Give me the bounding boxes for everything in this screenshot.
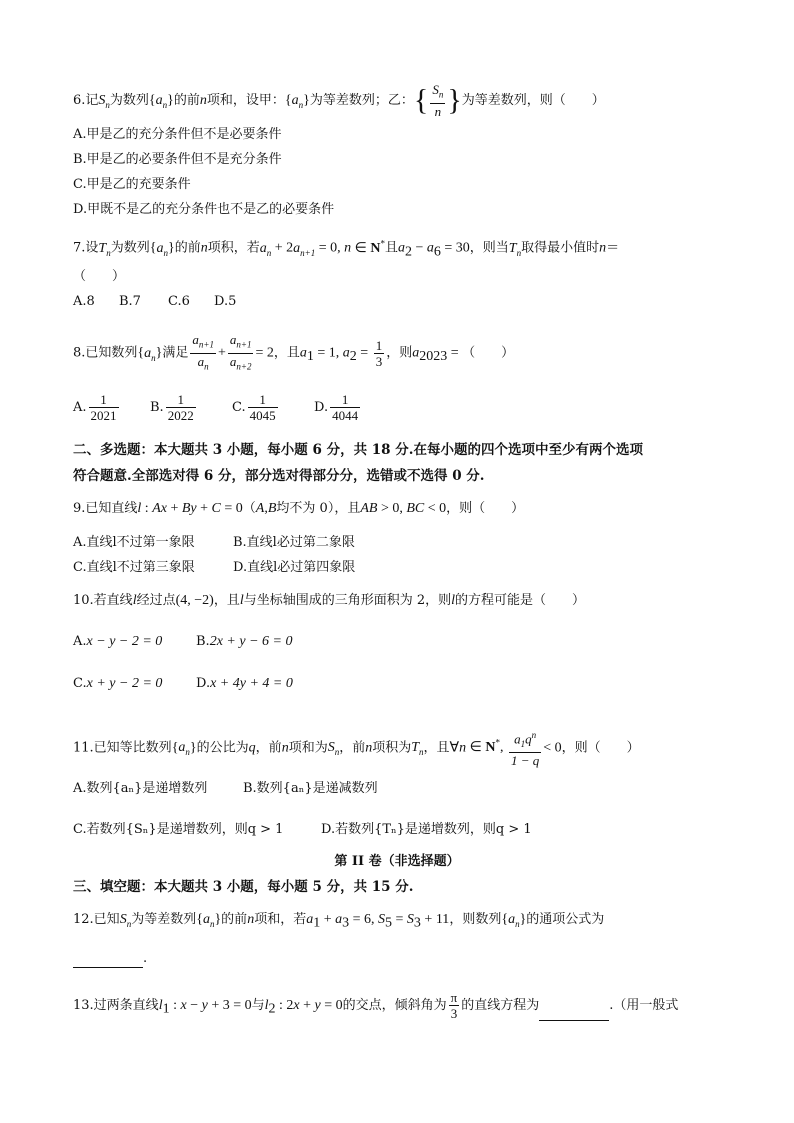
- q6-option-a: A.甲是乙的充分条件但不是必要条件: [73, 127, 282, 142]
- q12-answer-blank[interactable]: [73, 955, 143, 968]
- q12-text-pre: 12.已知: [73, 912, 120, 927]
- q7-answer-paren: （ ）: [73, 269, 126, 284]
- q6-text-b: 的前: [173, 92, 200, 108]
- q7-text-e: ，则当: [469, 240, 509, 256]
- q10-options-row1: [73, 633, 292, 651]
- q12-text-d: ，则数列: [449, 912, 502, 927]
- q13-text-a: 与: [251, 998, 265, 1013]
- q7-text-a: 为数列: [110, 240, 150, 256]
- q8-option-d: D. $\frac{1}{4044}$: [314, 392, 359, 423]
- q9-options-row1: [73, 534, 355, 552]
- q11-text-g: ，则（ ）: [561, 740, 640, 756]
- question-10: 10.若直线l经过点(4, −2)，且l与坐标轴围成的三角形面积为 2，则l的方程可能是（ ）: [73, 593, 586, 608]
- q9-option-c: C.直线l不过第三象限: [73, 560, 195, 575]
- question-7: 7.设$T_n$为数列$\{a_n\}$的前n项积，若$a_n + 2a_{n+1} = 0$, n ∈ N*且$a_2 - a_6 = 30$，则当$T_n$取得最小值时n＝: [73, 238, 620, 260]
- q13-answer-blank[interactable]: [539, 1008, 609, 1021]
- q7-options: [73, 293, 236, 311]
- q9-text-b: 均不为 0），且: [276, 501, 361, 516]
- q10-text-b: ，且: [213, 593, 240, 608]
- question-8: 8.已知数列$\{a_n\}$满足 $\frac{a_{n+1}}{a_n}$ + $\frac{a_{n+1}}{a_{n+2}}$ = 2，且$a_1 = 1$, $a_2$ = $\frac{1}{3}$ ，则$a_{2023}$ = （ ）: [73, 332, 514, 374]
- q8-text-c: ，则: [386, 345, 413, 361]
- q10-option-b: B.2x + y − 6 = 0: [196, 634, 293, 649]
- q9-text-pre: 9.已知直线: [73, 501, 138, 516]
- q7-text-g: ＝: [606, 240, 620, 256]
- q6-text-c: 项和，设甲：: [206, 92, 285, 108]
- q6-text-pre: 6.记: [73, 92, 99, 108]
- q9-option-d: D.直线l必过第四象限: [233, 560, 356, 575]
- q12-answer-line: [73, 950, 147, 968]
- q6-text-a: 为数列: [109, 92, 149, 108]
- q9-option-b: B.直线l必过第二象限: [233, 535, 355, 550]
- q9-options-row2: [73, 559, 355, 577]
- q6-option-d: D.甲既不是乙的充分条件也不是乙的必要条件: [73, 202, 335, 217]
- q11-text-d: ，前: [339, 740, 366, 756]
- q13-text-pre: 13.过两条直线: [73, 998, 159, 1013]
- q8-text-b: ，且: [273, 345, 300, 361]
- q9-text-c: ，则（ ）: [446, 501, 525, 516]
- q11-option-d: D.若数列{Tₙ}是递增数列，则q > 1: [321, 822, 532, 837]
- q11-text-pre: 11.已知等比数列: [73, 740, 172, 756]
- q11-text-a: 的公比为: [196, 740, 249, 756]
- part-2-title: 第 II 卷（非选择题）: [334, 854, 460, 869]
- q6-option-b: B.甲是乙的必要条件但不是充分条件: [73, 152, 282, 167]
- section-3-heading: 三、填空题：本大题共 3 小题，每小题 5 分，共 15 分.: [73, 879, 414, 895]
- q10-text-d: 的方程可能是（ ）: [455, 593, 586, 608]
- q10-text-a: 经过点: [136, 593, 176, 608]
- q7-option-d: D.5: [214, 294, 237, 309]
- q13-text-b: 的交点，倾斜角为: [342, 998, 447, 1013]
- q13-text-d: .（用一般式: [609, 998, 679, 1013]
- q7-text-f: 取得最小值时: [521, 240, 600, 256]
- q8-option-a: A. $\frac{1}{2021}$: [73, 392, 117, 423]
- q11-text-b: ，前: [255, 740, 282, 756]
- section-2-heading-line1: 二、多选题：本大题共 3 小题，每小题 6 分，共 18 分.在每小题的四个选项中至少有两个选项: [73, 442, 643, 458]
- q7-text-d: 且: [384, 240, 398, 256]
- q8-options: [73, 392, 362, 423]
- q10-text-c: 与坐标轴围成的三角形面积为 2，则: [243, 593, 452, 608]
- q10-options-row2: [73, 675, 293, 693]
- q12-text-end: .: [143, 951, 148, 966]
- q13-text-c: 的直线方程为: [461, 998, 540, 1013]
- q11-option-c: C.若数列{Sₙ}是递增数列，则q > 1: [73, 822, 284, 837]
- question-11: 11.已知等比数列$\{a_n\}$的公比为q，前n项和为$S_n$，前n项积为$T_n$，且∀n ∈ N*, $\frac{a_1q^n}{1 - q}$ < 0，则（ ）: [73, 730, 640, 768]
- q11-text-c: 项和为: [288, 740, 328, 756]
- q7-text-b: 的前: [174, 240, 201, 256]
- q10-option-a: A.x − y − 2 = 0: [73, 634, 163, 649]
- q6-option-c: C.甲是乙的充要条件: [73, 177, 191, 192]
- q8-text-d: （ ）: [462, 345, 515, 361]
- q7-option-a: A.8: [73, 294, 95, 309]
- q10-option-c: C.x + y − 2 = 0: [73, 676, 163, 691]
- q11-options-row1: [73, 780, 378, 798]
- q8-text-a: 满足: [162, 345, 189, 361]
- q11-text-f: ，且: [423, 740, 450, 756]
- q6-text-d: 为等差数列；乙：: [309, 92, 414, 108]
- q7-text-c: 项积，若: [207, 240, 260, 256]
- q11-text-e: 项积为: [372, 740, 412, 756]
- q9-text-a: （: [242, 501, 256, 516]
- q12-text-c: 项和，若: [254, 912, 307, 927]
- question-13: 13.过两条直线$l_1$ : x − y + 3 = 0与$l_2$ : 2x + y = 0的交点，倾斜角为 $\frac{\pi}{3}$ 的直线方程为 .（用一般式: [73, 990, 679, 1021]
- q7-text-pre: 7.设: [73, 240, 99, 256]
- section-2-heading-line2: 符合题意.全部选对得 6 分，部分选对得部分分，选错或不选得 0 分.: [73, 468, 485, 484]
- q6-fraction: $\frac{S_n}{n}$: [432, 82, 444, 119]
- q7-option-c: C.6: [168, 294, 190, 309]
- q7-option-b: B.7: [119, 294, 141, 309]
- q8-text-pre: 8.已知数列: [73, 345, 138, 361]
- question-12: 12.已知$S_n$为等差数列$\{a_n\}$的前n项和，若$a_1 + a_3 = 6$, $S_5 = S_3 + 11$，则数列$\{a_n\}$的通项公式为: [73, 912, 605, 931]
- q12-text-e: 的通项公式为: [526, 912, 605, 927]
- q9-option-a: A.直线l不过第一象限: [73, 535, 195, 550]
- question-9: 9.已知直线l : Ax + By + C = 0（A,B均不为 0），且AB > 0, BC < 0，则（ ）: [73, 501, 525, 516]
- q12-text-b: 的前: [221, 912, 248, 927]
- q12-text-a: 为等差数列: [131, 912, 197, 927]
- q11-option-a: A.数列{aₙ}是递增数列: [73, 781, 208, 796]
- q6-text-e: 为等差数列，则（ ）: [461, 92, 605, 108]
- question-6: 6.记$S_n$为数列$\{a_n\}$的前n项和，设甲：$\{a_n\}$为等差数列；乙：{ $\frac{S_n}{n}$ }为等差数列，则（ ）: [73, 82, 605, 119]
- q8-option-c: C. $\frac{1}{4045}$: [232, 392, 276, 423]
- q10-text-pre: 10.若直线: [73, 593, 133, 608]
- q11-option-b: B.数列{aₙ}是递减数列: [243, 781, 378, 796]
- q11-options-row2: [73, 821, 532, 839]
- q10-option-d: D.x + 4y + 4 = 0: [196, 676, 293, 691]
- q8-option-b: B. $\frac{1}{2022}$: [150, 392, 194, 423]
